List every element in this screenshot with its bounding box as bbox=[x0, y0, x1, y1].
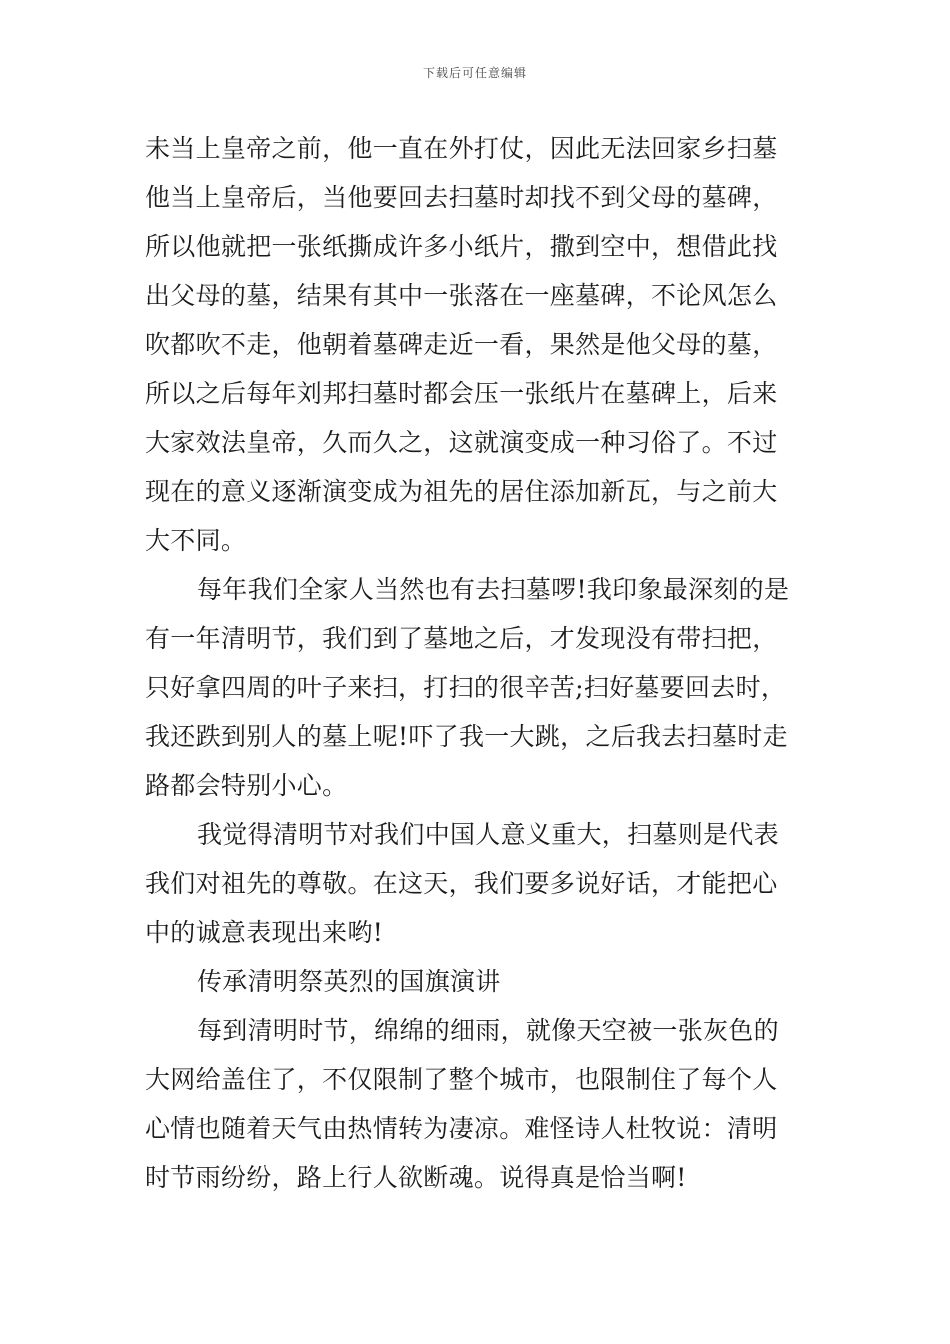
text-line: 未当上皇帝之前，他一直在外打仗，因此无法回家乡扫墓 bbox=[145, 134, 778, 163]
text-line: 大不同。 bbox=[145, 526, 247, 555]
text-line: 吹都吹不走，他朝着墓碑走近一看，果然是他父母的墓， bbox=[145, 330, 778, 359]
text-line: 只好拿四周的叶子来扫，打扫的很辛苦;扫好墓要回去时， bbox=[145, 673, 787, 702]
text-line: 中的诚意表现出来哟! bbox=[145, 918, 384, 947]
text-line: 时节雨纷纷，路上行人欲断魂。说得真是恰当啊! bbox=[145, 1163, 687, 1192]
text-line: 大网给盖住了，不仅限制了整个城市，也限制住了每个人 bbox=[145, 1065, 778, 1094]
text-line: 大家效法皇帝，久而久之，这就演变成一种习俗了。不过 bbox=[145, 428, 778, 457]
text-line: 我们对祖先的尊敬。在这天，我们要多说好话，才能把心 bbox=[145, 869, 778, 898]
paragraph-first-line: 每年我们全家人当然也有去扫墓啰!我印象最深刻的是 bbox=[197, 575, 790, 604]
text-line: 出父母的墓，结果有其中一张落在一座墓碑，不论风怎么 bbox=[145, 281, 778, 310]
document-body bbox=[145, 124, 813, 1202]
paragraph-first-line: 我觉得清明节对我们中国人意义重大，扫墓则是代表 bbox=[197, 820, 779, 849]
text-line: 所以他就把一张纸撕成许多小纸片，撒到空中，想借此找 bbox=[145, 232, 778, 261]
paragraph-first-line: 每到清明时节，绵绵的细雨，就像天空被一张灰色的 bbox=[197, 1016, 779, 1045]
header-note: 下载后可任意编辑 bbox=[422, 66, 527, 80]
text-line: 路都会特别小心。 bbox=[145, 771, 348, 800]
section-title: 传承清明祭英烈的国旗演讲 bbox=[197, 967, 501, 996]
text-line: 心情也随着天气由热情转为凄凉。难怪诗人杜牧说：清明 bbox=[145, 1114, 778, 1143]
text-line: 现在的意义逐渐演变成为祖先的居住添加新瓦，与之前大 bbox=[145, 477, 778, 506]
text-line: 有一年清明节，我们到了墓地之后，才发现没有带扫把， bbox=[145, 624, 778, 653]
text-line: 他当上皇帝后，当他要回去扫墓时却找不到父母的墓碑， bbox=[145, 183, 778, 212]
text-line: 所以之后每年刘邦扫墓时都会压一张纸片在墓碑上，后来 bbox=[145, 379, 778, 408]
text-line: 我还跌到别人的墓上呢!吓了我一大跳，之后我去扫墓时走 bbox=[145, 722, 788, 751]
